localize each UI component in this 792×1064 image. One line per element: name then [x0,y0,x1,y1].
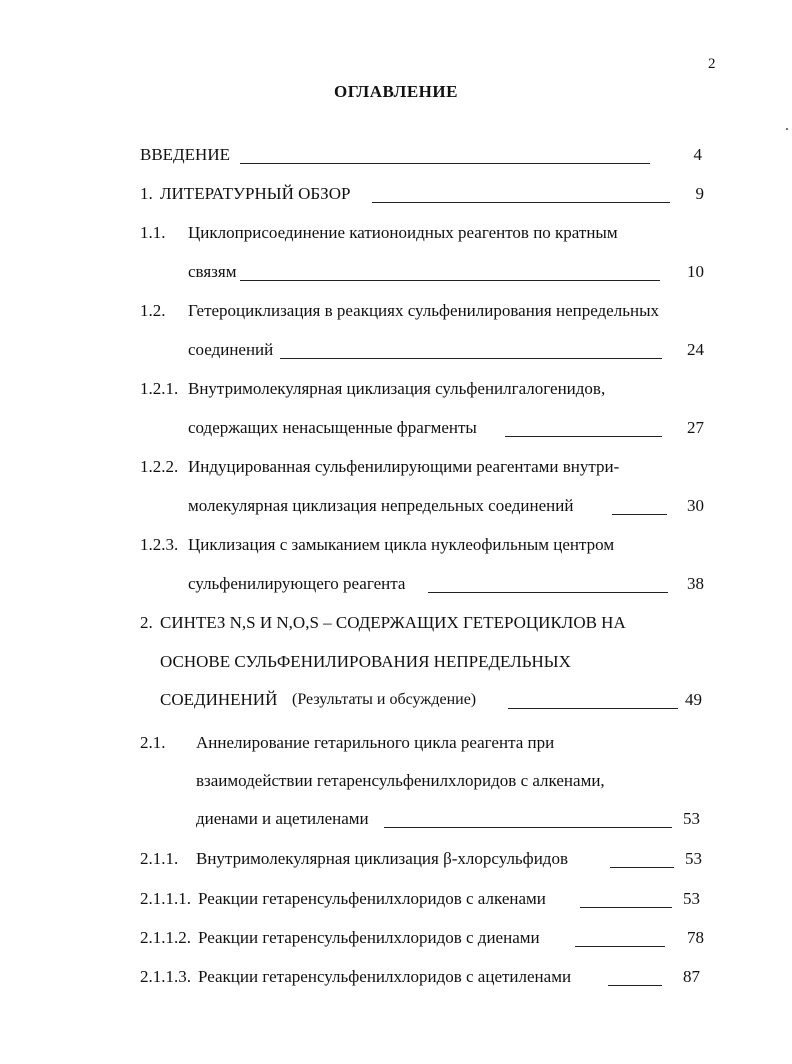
toc-entry-title: ЛИТЕРАТУРНЫЙ ОБЗОР [160,184,351,203]
toc-entry-title: Внутримолекулярная циклизация β-хлорсульфидов [196,849,568,868]
toc-page-number: 30 [687,496,704,515]
toc-entry-title-line: Индуцированная сульфенилирующими реагентами внутри- [188,457,620,476]
toc-section-number: 1.2. [140,301,166,320]
leader-line [280,358,662,359]
toc-entry-title-line: СОЕДИНЕНИЙ [160,690,278,709]
toc-entry-title: Реакции гетаренсульфенилхлоридов с алкенами [198,889,546,908]
toc-entry-title-line: диенами и ацетиленами [196,809,369,828]
toc-page-number: 10 [687,262,704,281]
toc-section-number: 2.1.1.2. [140,928,191,947]
toc-page-number: 24 [687,340,704,359]
leader-line [240,280,660,281]
toc-section-number: 1.2.1. [140,379,179,398]
toc-page-number: 53 [683,889,700,908]
leader-line [508,708,678,709]
toc-page-number: 49 [685,690,702,709]
toc-entry-title-line: содержащих ненасыщенные фрагменты [188,418,477,437]
leader-line [580,907,672,908]
toc-entry-title-line: Аннелирование гетарильного цикла реагента при [196,733,555,752]
leader-line [428,592,668,593]
toc-page-number: 53 [683,809,700,828]
toc-section-number: 2.1. [140,733,166,752]
toc-page-number: 78 [687,928,704,947]
toc-entry-title-line: Внутримолекулярная циклизация сульфенилгалогенидов, [188,379,606,398]
toc-page-number: 4 [693,145,702,164]
toc-entry-title-line: связям [188,262,237,281]
leader-line [505,436,662,437]
toc-entry-title-line: взаимодействии гетаренсульфенилхлоридов с алкенами, [196,771,605,790]
toc-entry-title: ВВЕДЕНИЕ [140,145,230,164]
toc-page-number: 87 [683,967,700,986]
toc-entry-title: Реакции гетаренсульфенилхлоридов с диенами [198,928,540,947]
page-number: 2 [708,56,716,72]
page-title: ОГЛАВЛЕНИЕ [334,82,458,101]
toc-entry-title-line: Гетероциклизация в реакциях сульфенилирования непредельных [188,301,659,320]
scan-speck [786,128,788,130]
toc-section-number: 1.1. [140,223,166,242]
toc-section-number: 2.1.1. [140,849,179,868]
leader-line [608,985,662,986]
toc-entry-title-line: ОСНОВЕ СУЛЬФЕНИЛИРОВАНИЯ НЕПРЕДЕЛЬНЫХ [160,652,571,671]
leader-line [384,827,672,828]
leader-line [372,202,670,203]
leader-line [575,946,665,947]
toc-entry-title: Реакции гетаренсульфенилхлоридов с ацетиленами [198,967,572,986]
toc-entry-title-line: сульфенилирующего реагента [188,574,406,593]
leader-line [612,514,667,515]
toc-entry-title-line: Циклоприсоединение катионоидных реагентов по кратным [188,223,618,242]
toc-section-number: 2. [140,613,153,632]
toc-section-number: 2.1.1.3. [140,967,191,986]
toc-page-number: 38 [687,574,704,593]
leader-line [240,163,650,164]
toc-entry-title-line: соединений [188,340,274,359]
toc-entry-title-line: Циклизация с замыканием цикла нуклеофильным центром [188,535,615,554]
toc-page-number: 27 [687,418,704,437]
toc-section-number: 1.2.2. [140,457,179,476]
toc-page-number: 9 [695,184,704,203]
toc-page-number: 53 [685,849,702,868]
toc-entry-title-line: (Результаты и обсуждение) [292,691,477,708]
toc-entry-title-line: СИНТЕЗ N,S И N,O,S – СОДЕРЖАЩИХ ГЕТЕРОЦИКЛОВ НА [160,613,626,632]
toc-section-number: 2.1.1.1. [140,889,191,908]
toc-section-number: 1.2.3. [140,535,179,554]
toc-section-number: 1. [140,184,153,203]
toc-entry-title-line: молекулярная циклизация непредельных соединений [188,496,574,515]
